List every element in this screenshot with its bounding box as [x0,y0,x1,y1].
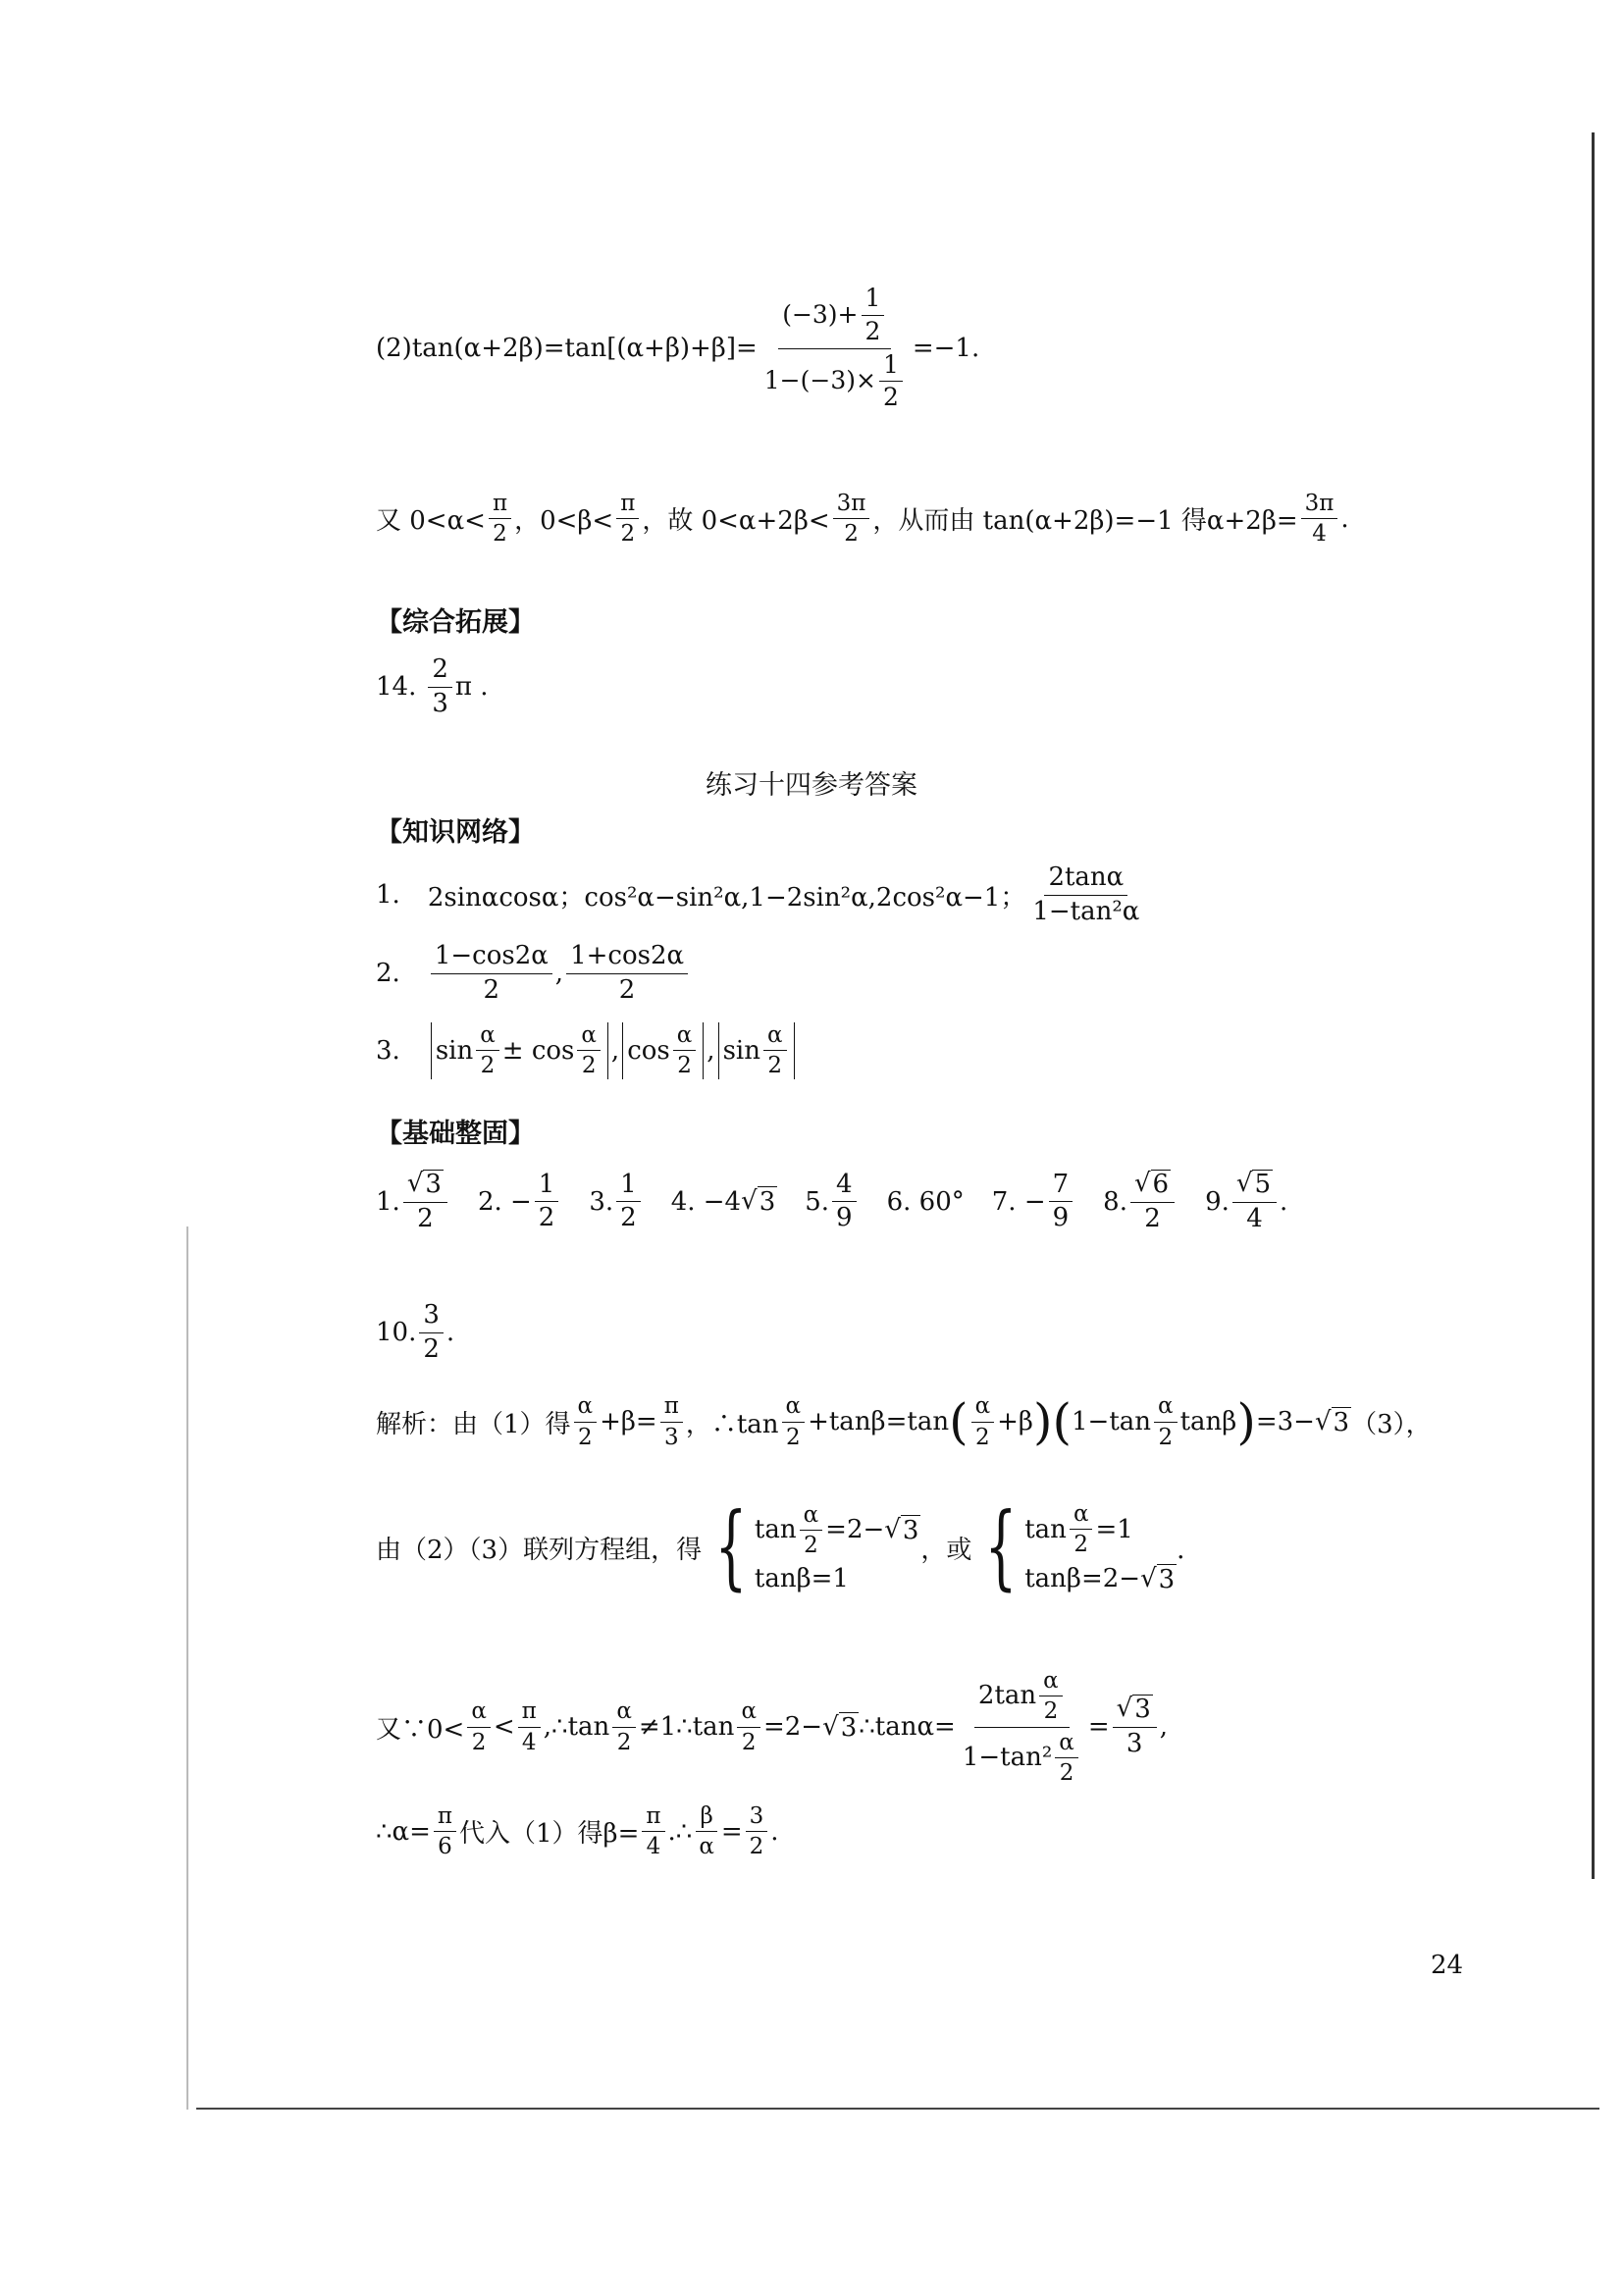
sin-text: sin [435,1035,474,1066]
half-den: 2 [864,316,881,345]
alpha-over-2 [612,1698,636,1755]
sol-text: 代入（1）得β= [459,1819,640,1850]
frac-den: 2 [1059,1760,1074,1787]
part2-fraction [760,285,910,412]
frac-num: π [616,491,639,519]
sqrt-3: √ 3 [403,1170,447,1203]
frac-num: 1 [616,1171,641,1203]
sol-text: =2− [825,1515,885,1545]
radicand: 3 [840,1712,858,1743]
frac-den: 2 [677,1053,692,1079]
equation-system-2 [971,1493,1177,1601]
alpha-over-2 [476,1022,499,1079]
frac-den: 2 [480,1053,496,1079]
scan-edge-bottom [196,2108,1599,2110]
item2-fraction-2 [566,942,688,1006]
frac-num: α [577,1022,601,1051]
a2-fraction [535,1171,559,1234]
a3-label: 3. [589,1186,614,1217]
sqrt-3: √ 3 [822,1711,858,1743]
heading-basic: 【基础整固】 [376,1119,535,1149]
half-num: 1 [879,351,903,383]
frac-num: 1−cos2α [431,942,552,974]
item3-sep: , [610,1035,620,1066]
half-fraction [879,351,903,413]
sol-text: = [1087,1712,1110,1743]
frac-num: 2tanα [1044,863,1127,896]
frac-den: 2 [538,1203,555,1233]
frac-den: 2 [749,1834,764,1860]
item1-text: 2sinαcosα；cos²α−sin²α,1−2sin²α,2cos²α−1； [427,882,1026,913]
a5-fraction [832,1171,857,1234]
a1-fraction [403,1170,447,1234]
alpha-over-2 [971,1393,995,1450]
radicand: 3 [902,1515,919,1545]
a2-label: 2. − [477,1186,532,1217]
alpha-over-2 [1070,1501,1093,1558]
frac-den: 3 [663,1424,679,1450]
frac-num: β [696,1803,716,1832]
frac-den: 9 [1052,1203,1070,1233]
system1-row2: tanβ=1 [754,1564,849,1594]
frac-num: 7 [1049,1171,1073,1203]
pi-over-4 [518,1698,541,1755]
frac-den: 2 [616,1729,632,1755]
a10-fraction [419,1301,444,1365]
alpha-over-2 [737,1698,760,1755]
q14-label: 14. [376,672,417,703]
q14-fraction [428,655,452,719]
sol-text: =3− [1255,1407,1315,1436]
page-number: 24 [1431,1951,1464,1980]
brace-icon: { [984,1493,1018,1601]
sqrt-3: √ 3 [884,1514,919,1545]
left-paren: ( [1052,1393,1072,1450]
frac-num: π [642,1803,664,1832]
heading-comprehensive: 【综合拓展】 [376,607,535,638]
radicand: 6 [1152,1170,1170,1199]
frac-num: 2 [428,655,452,688]
heading-knowledge: 【知识网络】 [376,817,535,848]
knowledge-item-1 [376,863,1146,927]
radicand: 3 [1158,1564,1176,1594]
frac-den: 2 [581,1053,597,1079]
frac-num: α [574,1393,598,1422]
sol-text: （3）， [1351,1409,1432,1439]
range-text-d: ，从而由 tan(α+2β)=−1 得α+2β= [872,506,1298,537]
frac-den: 2 [804,1532,818,1558]
frac-den: 2 [1043,1698,1059,1725]
a3-fraction [616,1171,641,1234]
frac-num: α [1154,1393,1178,1422]
scan-edge-left [186,1226,188,2110]
sqrt3-over-3 [1113,1695,1157,1759]
abs-sin [718,1022,795,1079]
left-paren: ( [949,1393,969,1450]
frac-num: α [737,1698,760,1727]
system2-row2 [1024,1564,1177,1594]
a1-label: 1. [376,1186,400,1217]
frac-num: α [1070,1501,1093,1530]
sol-text: 解析：由（1）得 [376,1409,571,1439]
solution-line-2 [376,1493,1203,1601]
sol-text: +tanβ=tan [808,1407,950,1436]
frac-num: π [518,1698,541,1727]
sol-text: ，或 [920,1535,972,1565]
frac-den: 4 [1312,521,1327,548]
frac-den: 2 [1144,1203,1161,1233]
sol-text: tanβ [1179,1407,1237,1436]
pi-over-3 [660,1393,683,1450]
frac-num: 1 [535,1171,559,1203]
sqrt-6: √ 6 [1130,1170,1175,1203]
problem13-range-line [376,491,1349,548]
frac-num: π [434,1803,456,1832]
sol-text: +β= [600,1407,657,1436]
frac-den: 6 [438,1834,452,1860]
frac-den: 2 [578,1424,593,1450]
frac-den: 2 [767,1053,783,1079]
sqrt-3: √ 3 [741,1186,776,1218]
knowledge-item-3 [376,1022,798,1079]
frac-den: 2 [1158,1424,1174,1450]
q14-tail: π . [454,672,489,703]
period: . [1340,503,1349,534]
answer-10 [376,1301,454,1365]
sol-text: ,∴tan [543,1712,610,1743]
frac-den: 2 [785,1424,801,1450]
frac-den: 2 [844,521,859,548]
alpha-over-2 [782,1393,806,1450]
a7-label: 7. − [991,1186,1046,1217]
three-pi-over-2 [833,491,870,548]
half-den: 2 [882,383,899,412]
frac-num: α [673,1022,697,1051]
range-text-a: 又 0<α< [376,506,486,537]
sol-text: < [493,1712,515,1743]
a9-fraction [1232,1170,1277,1234]
frac-num: α [1039,1668,1063,1696]
sol-text: , [1159,1712,1169,1743]
pi-over-2 [489,491,511,548]
a6-answer: 6. 60° [886,1186,965,1217]
radicand: 3 [425,1170,442,1199]
sqrt-5: √ 5 [1232,1170,1277,1203]
frac-num: 3 [419,1301,444,1333]
frac-num: 3π [833,491,870,519]
sqrt-3: √ 3 [1140,1563,1176,1594]
a10-label: 10. [376,1318,417,1348]
frac-den: 2 [620,1203,637,1233]
sol-text: ． [1177,1535,1203,1565]
frac-den: 2 [471,1729,487,1755]
frac-num: 1+cos2α [566,942,688,974]
a7-fraction [1049,1171,1073,1234]
knowledge-item-2 [376,942,691,1006]
sol-text: ∴α= [376,1816,431,1847]
three-pi-over-4 [1301,491,1338,548]
frac-den: 4 [646,1834,661,1860]
frac-num: α [467,1698,491,1727]
system1-row1 [755,1502,921,1559]
a4-label: 4. −4 [670,1186,742,1217]
item1-label: 1. [376,880,400,911]
frac-num: 4 [832,1171,857,1203]
sol-text: tan [754,1515,797,1545]
pi-over-2 [616,491,639,548]
frac-num: π [660,1393,683,1422]
frac-den: 4 [1246,1203,1263,1233]
range-text-b: ，0<β< [514,506,614,537]
beta-over-alpha [695,1803,718,1860]
part2-lhs: (2)tan(α+2β)=tan[(α+β)+β]= [376,334,758,363]
part2-numerator: (−3)+ [782,299,859,329]
frac-den: 3 [432,688,448,718]
item2-sep: , [554,959,564,989]
alpha-over-2 [574,1393,598,1450]
frac-den: 2 [493,521,507,548]
frac-den: 9 [836,1203,853,1233]
half-fraction [862,285,885,346]
alpha-over-2 [763,1022,787,1079]
range-text-c: ，故 0<α+2β< [642,506,830,537]
frac-num: α [1055,1730,1078,1758]
cos-text: cos [627,1035,670,1066]
alpha-over-2 [1154,1393,1178,1450]
sol-text: .∴ [667,1816,693,1847]
sol-text: 2tan [977,1680,1037,1710]
answer-14 [376,655,489,719]
scan-edge-right [1592,132,1595,1879]
radicand: 5 [1254,1170,1272,1199]
radicand: 3 [1333,1407,1350,1437]
sol-text: ，∴tan [685,1409,779,1439]
abs-sum [431,1022,608,1079]
a9-label: 9. [1205,1186,1230,1217]
tan-alpha-fraction [959,1668,1085,1787]
frac-den: 2 [975,1424,990,1450]
abs-cos [622,1022,704,1079]
frac-den: 1−tan²α [1032,896,1140,926]
solution-line-3 [376,1668,1168,1787]
frac-den: 2 [423,1333,440,1364]
sol-text: . [770,1816,779,1847]
frac-den: 2 [1073,1532,1089,1558]
right-paren: ) [1236,1393,1256,1450]
sol-text: 由（2）（3）联列方程组，得 [376,1535,703,1565]
frac-num: α [763,1022,787,1051]
frac-num: 3π [1301,491,1338,519]
frac-den: 3 [1126,1729,1143,1759]
frac-den: 2 [417,1203,434,1233]
frac-den: 4 [521,1729,537,1755]
frac-den: 2 [741,1729,757,1755]
brace-icon: { [714,1493,748,1601]
equation-system-1 [702,1493,920,1601]
radicand: 3 [1134,1695,1151,1725]
solution-line-1 [376,1393,1432,1450]
alpha-over-2 [673,1022,697,1079]
system2-row1 [1024,1501,1177,1558]
frac-den: 2 [483,974,500,1005]
sol-text: tan [1024,1514,1067,1544]
pi-over-4 [642,1803,664,1860]
item2-fraction-1 [431,942,552,1006]
pm-cos-text: ± cos [501,1035,575,1066]
half-num: 1 [862,285,885,316]
frac-num: π [489,491,511,519]
sqrt-3: √ 3 [1314,1406,1350,1437]
alpha-over-2 [1039,1668,1063,1725]
a8-fraction [1130,1170,1175,1234]
a8-label: 8. [1103,1186,1127,1217]
frac-num: α [782,1393,806,1422]
frac-den: 2 [618,974,636,1005]
problem13-part2 [376,285,979,412]
right-paren: ) [1032,1393,1053,1450]
sol-text: =1 [1095,1514,1133,1544]
sol-text: +β [997,1407,1033,1436]
frac-den: 2 [620,521,636,548]
item1-fraction [1028,863,1143,927]
frac-num: α [971,1393,995,1422]
sol-text: = [720,1816,743,1847]
alpha-over-2 [577,1022,601,1079]
pi-over-6 [434,1803,456,1860]
sol-text: 1−tan [1072,1407,1152,1436]
alpha-over-2 [800,1502,823,1559]
sin-text: sin [722,1035,760,1066]
item3-label: 3. [376,1035,400,1066]
sol-text: ≠1∴tan [638,1712,735,1743]
frac-den: α [699,1834,714,1860]
alpha-over-2 [1055,1730,1078,1787]
sqrt-3: √ 3 [1113,1695,1157,1728]
frac-num: α [476,1022,499,1051]
frac-num: 3 [746,1803,768,1832]
basic-answers-row [376,1170,1287,1234]
sol-text: 又∵0< [376,1714,465,1745]
exercise14-title: 练习十四参考答案 [706,770,917,801]
three-over-two [746,1803,768,1860]
solution-line-4 [376,1803,779,1860]
alpha-over-2 [467,1698,491,1755]
a5-label: 5. [805,1186,830,1217]
sol-text: ∴tanα= [859,1712,956,1743]
item3-sep: , [707,1035,715,1066]
a9-tail: . [1280,1186,1288,1217]
a10-tail: . [445,1318,455,1348]
part2-denominator: 1−(−3)× [763,366,876,395]
item2-label: 2. [376,959,400,989]
part2-result: =−1. [912,334,980,363]
sol-text: tanβ=2− [1024,1564,1141,1594]
radicand: 3 [759,1187,776,1218]
frac-num: α [612,1698,636,1727]
sol-text: =2− [762,1712,823,1743]
sol-text: 1−tan² [962,1742,1053,1772]
frac-num: α [800,1502,823,1531]
